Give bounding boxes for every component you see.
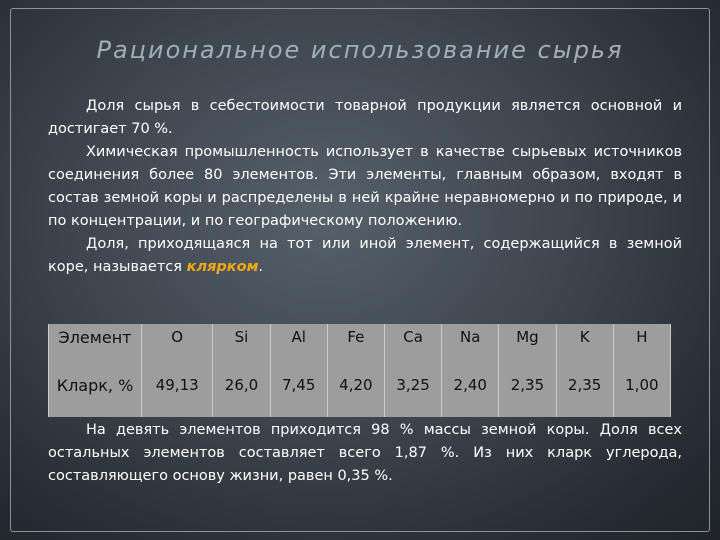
paragraph-3-end: . [258, 259, 264, 275]
clarke-cell: 2,35 [499, 372, 556, 417]
element-cell: Fe [327, 324, 384, 372]
element-cell: Al [270, 324, 327, 372]
element-cell: O [142, 324, 213, 372]
clarke-cell: 2,40 [442, 372, 499, 417]
clarke-cell: 49,13 [142, 372, 213, 417]
element-cell: Ca [384, 324, 441, 372]
element-cell: Na [442, 324, 499, 372]
table-row-elements [49, 324, 671, 372]
clarke-term: клярком [186, 259, 259, 275]
paragraph-3 [48, 233, 682, 279]
row-header-element: Элемент [49, 324, 142, 372]
element-cell: Si [213, 324, 270, 372]
paragraph-2: Химическая промышленность использует в качестве сырьевых источников соединения более 80 элементов. Эти элементы, главным образом, входят в состав земной коры и распределены в ней крайне неравномерно и по природе, и по концентрации, и по географическому положению. [48, 144, 682, 229]
clarke-cell: 3,25 [384, 372, 441, 417]
row-header-clarke: Кларк, % [49, 372, 142, 417]
element-cell: K [556, 324, 613, 372]
clarke-cell: 4,20 [327, 372, 384, 417]
body-text [48, 95, 682, 279]
clarke-cell: 1,00 [613, 372, 670, 417]
paragraph-1: Доля сырья в себестоимости товарной продукции является основной и достигает 70 %. [48, 98, 682, 137]
element-cell: H [613, 324, 670, 372]
clarke-table [48, 324, 671, 417]
paragraph-3-text: Доля, приходящаяся на тот или иной элемент, содержащийся в земной коре, называется [48, 236, 682, 275]
table-row-clarke [49, 372, 671, 417]
paragraph-4: На девять элементов приходится 98 % массы земной коры. Доля всех остальных элементов составляет всего 1,87 %. Из них кларк углерода, составляющего основу жизни, равен 0,35 %. [48, 422, 682, 484]
clarke-cell: 26,0 [213, 372, 270, 417]
footer-text [48, 419, 682, 488]
clarke-cell: 7,45 [270, 372, 327, 417]
slide-title: Рациональное использование сырья [96, 36, 624, 64]
clarke-cell: 2,35 [556, 372, 613, 417]
element-cell: Mg [499, 324, 556, 372]
